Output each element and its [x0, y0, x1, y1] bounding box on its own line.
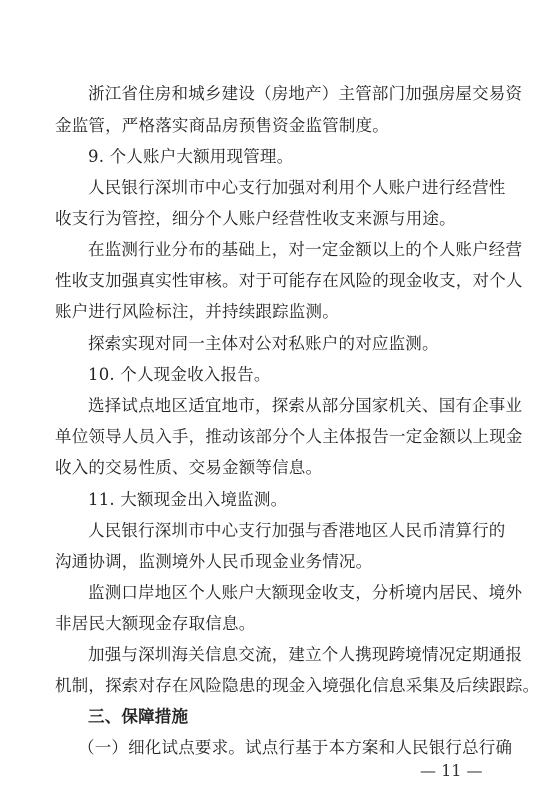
- paragraph-line: 人民银行深圳市中心支行加强与香港地区人民币清算行的: [88, 521, 506, 540]
- paragraph-line: 收入的交易性质、交易金额等信息。: [55, 458, 323, 477]
- paragraph-line: 选择试点地区适宜地市，探索从部分国家机关、国有企事业: [88, 396, 523, 415]
- paragraph-line: 在监测行业分布的基础上，对一定金额以上的个人账户经营: [88, 240, 523, 259]
- paragraph-line: 金监管，严格落实商品房预售资金监管制度。: [55, 116, 389, 135]
- paragraph-line: 浙江省住房和城乡建设（房地产）主管部门加强房屋交易资: [88, 84, 523, 103]
- section-heading: 三、保障措施: [88, 707, 189, 726]
- section-item-heading: 9. 个人账户大额用现管理。: [88, 147, 294, 166]
- paragraph-line: 机制，探索对存在风险隐患的现金入境强化信息采集及后续跟踪。: [55, 676, 540, 695]
- paragraph-line: 加强与深圳海关信息交流，建立个人携现跨境情况定期通报: [88, 645, 523, 664]
- paragraph-line: 非居民大额现金存取信息。: [55, 614, 256, 633]
- paragraph-line: 沟通协调，监测境外人民币现金业务情况。: [55, 552, 373, 571]
- section-item-heading: 11. 大额现金出入境监测。: [88, 490, 288, 509]
- paragraph-line: （一）细化试点要求。试点行基于本方案和人民银行总行确: [78, 738, 513, 757]
- paragraph-line: 性收支加强真实性审核。对于可能存在风险的现金收支，对个人: [55, 271, 523, 290]
- paragraph-line: 人民银行深圳市中心支行加强对利用个人账户进行经营性: [88, 178, 506, 197]
- page-number: — 11 —: [420, 761, 483, 780]
- paragraph-line: 账户进行风险标注，并持续跟踪监测。: [55, 302, 339, 321]
- paragraph-line: 监测口岸地区个人账户大额现金收支，分析境内居民、境外: [88, 583, 523, 602]
- paragraph-line: 收支行为管控，细分个人账户经营性收支来源与用途。: [55, 209, 456, 228]
- paragraph-line: 探索实现对同一主体对公对私账户的对应监测。: [88, 334, 439, 353]
- section-item-heading: 10. 个人现金收入报告。: [88, 365, 271, 384]
- paragraph-line: 单位领导人员入手，推动该部分个人主体报告一定金额以上现金: [55, 427, 523, 446]
